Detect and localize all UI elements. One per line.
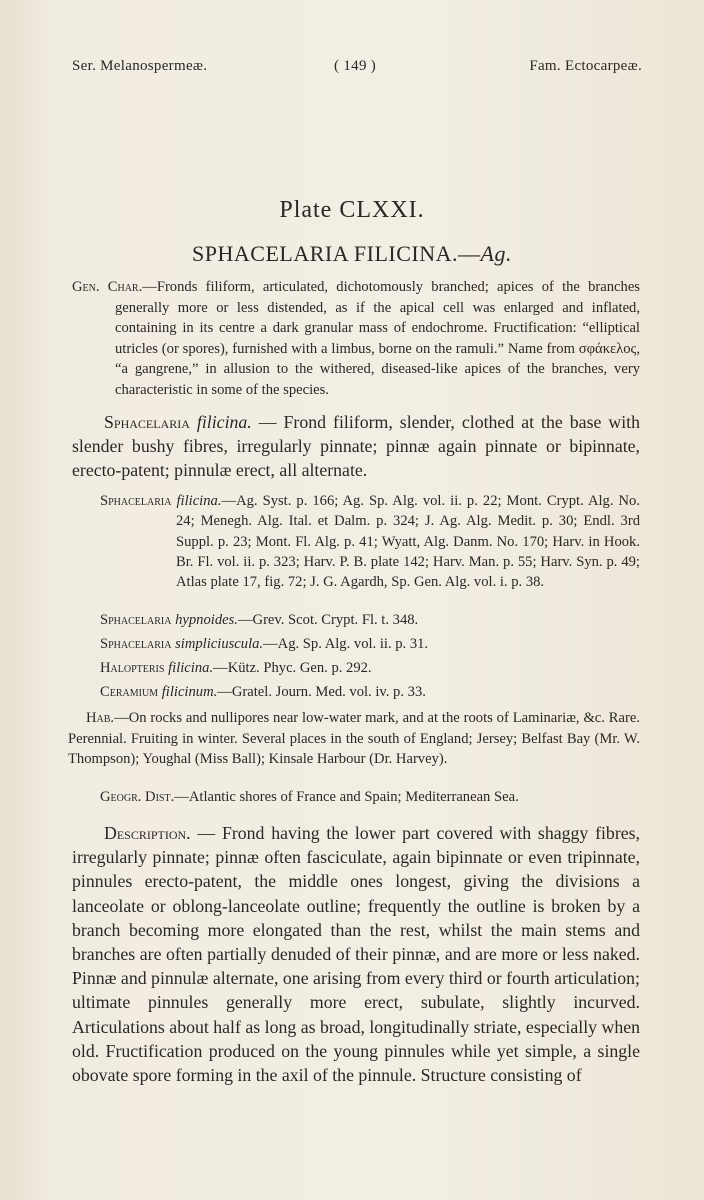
synonym-genus: Sphacelaria xyxy=(100,636,172,652)
synonym-reference: —Grev. Scot. Crypt. Fl. t. 348. xyxy=(237,612,419,628)
synonym-species: hypnoides. xyxy=(175,612,238,628)
synonym-reference: —Gratel. Journ. Med. vol. iv. p. 33. xyxy=(217,684,426,700)
synonym-reference: —Ag. Syst. p. 166; Ag. Sp. Alg. vol. ii. p. 22; Mont. Crypt. Alg. No. 24; Menegh. Alg. Ital. et Dalm. p. 324; J. Ag. Alg. Medit. p. 30; Endl. 3rd Suppl. p. 23; Mont. Fl. Alg. p. 41; Wyatt, Alg. Danm. No. 170; Harv. in Hook. Br. Fl. vol. ii. p. 323; Harv. P. B. plate 142; Harv. Man. p. 55; Harv. Syn. p. 49; Atlas plate 17, fig. 72; J. G. Agardh, Sp. Gen. Alg. vol. i. p. 38. xyxy=(176,493,640,591)
synonym-entry xyxy=(100,491,640,592)
diagnosis xyxy=(72,410,640,483)
header-family: Fam. Ectocarpeæ. xyxy=(529,58,642,74)
synonym-species: filicina. xyxy=(176,493,222,509)
synonym-reference: —Ag. Sp. Alg. vol. ii. p. 31. xyxy=(263,636,429,652)
synonym-species: filicina. xyxy=(168,660,214,676)
synonym-entry xyxy=(100,682,640,702)
synonym-entry xyxy=(100,610,640,630)
species-author: Ag. xyxy=(480,241,512,266)
species-title xyxy=(0,241,704,267)
description-label: Description. xyxy=(104,823,191,843)
distribution-label: Geogr. Dist. xyxy=(100,789,175,805)
page-number: ( 149 ) xyxy=(334,58,377,74)
synonym-genus: Sphacelaria xyxy=(100,493,172,509)
running-header xyxy=(72,58,642,82)
synonym-genus: Ceramium xyxy=(100,684,159,700)
synonym-entry xyxy=(100,658,640,678)
distribution-text: —Atlantic shores of France and Spain; Mediterranean Sea. xyxy=(174,789,519,805)
diagnosis-species: filicina. xyxy=(196,412,252,432)
diagnosis-text: — Frond filiform, slender, clothed at the base with slender bushy fibres, irregularly pinnate; pinnæ again pinnate or bipinnate, erecto-patent; pinnulæ erect, all alternate. xyxy=(72,412,640,481)
diagnosis-genus: Sphacelaria xyxy=(104,412,190,432)
description-text: — Frond having the lower part covered with shaggy fibres, irregularly pinnate; pinnæ often fasciculate, again bipinnate or even tripinnate, pinnules erecto-patent, the middle ones longest, giving the divisions a lanceolate or oblong-lanceolate outline; frequently the outline is broken by a branch becoming more elongated than the rest, whilst the main stems and branches are often partially denuded of their pinnæ, and are more or less naked. Pinnæ and pinnulæ alternate, one arising from every third or fourth articulation; ultimate pinnules generally more erect, subulate, slightly incurved. Articulations about half as long as broad, longitudinally striate, especially when old. Fructification produced on the young pinnules while yet simple, a single obovate spore forming in the axil of the pinnule. Structure consisting of xyxy=(72,823,640,1086)
plate-title: Plate CLXXI. xyxy=(279,197,425,223)
gen-char-text: —Fronds filiform, articulated, dichotomously branched; apices of the branches generally more or less distended, as if the apical cell was enlarged and inflated, containing in its centre a dark granular mass of endochrome. Fructification: “elliptical utricles (or spores), furnished with a limbus, borne on the ramuli.” Name from σφάκελος, “a gangrene,” in allusion to the withered, diseased-like apices of the branches, very characteristic in some of the species. xyxy=(115,279,640,398)
species-name: SPHACELARIA FILICINA.— xyxy=(192,241,481,266)
synonym-reference: —Kütz. Phyc. Gen. p. 292. xyxy=(213,660,372,676)
synonym-entry xyxy=(100,634,640,654)
synonym-species: simpliciuscula. xyxy=(175,636,264,652)
habitat-label: Hab. xyxy=(86,710,115,726)
description xyxy=(72,821,640,1087)
header-series: Ser. Melanospermeæ. xyxy=(72,58,208,74)
generic-character xyxy=(72,277,640,400)
synonym-genus: Sphacelaria xyxy=(100,612,172,628)
habitat xyxy=(68,708,640,770)
habitat-text: —On rocks and nullipores near low-water mark, and at the roots of Laminariæ, &c. Rare. Perennial. Fruiting in winter. Several places in the south of England; Jersey; Belfast Bay (Mr. W. Thompson); Youghal (Miss Ball); Kinsale Harbour (Dr. Harvey). xyxy=(68,710,640,767)
synonym-species: filicinum. xyxy=(161,684,218,700)
synonym-genus: Halopteris xyxy=(100,660,165,676)
geographic-distribution xyxy=(100,787,640,808)
gen-char-label: Gen. Char. xyxy=(72,279,143,295)
